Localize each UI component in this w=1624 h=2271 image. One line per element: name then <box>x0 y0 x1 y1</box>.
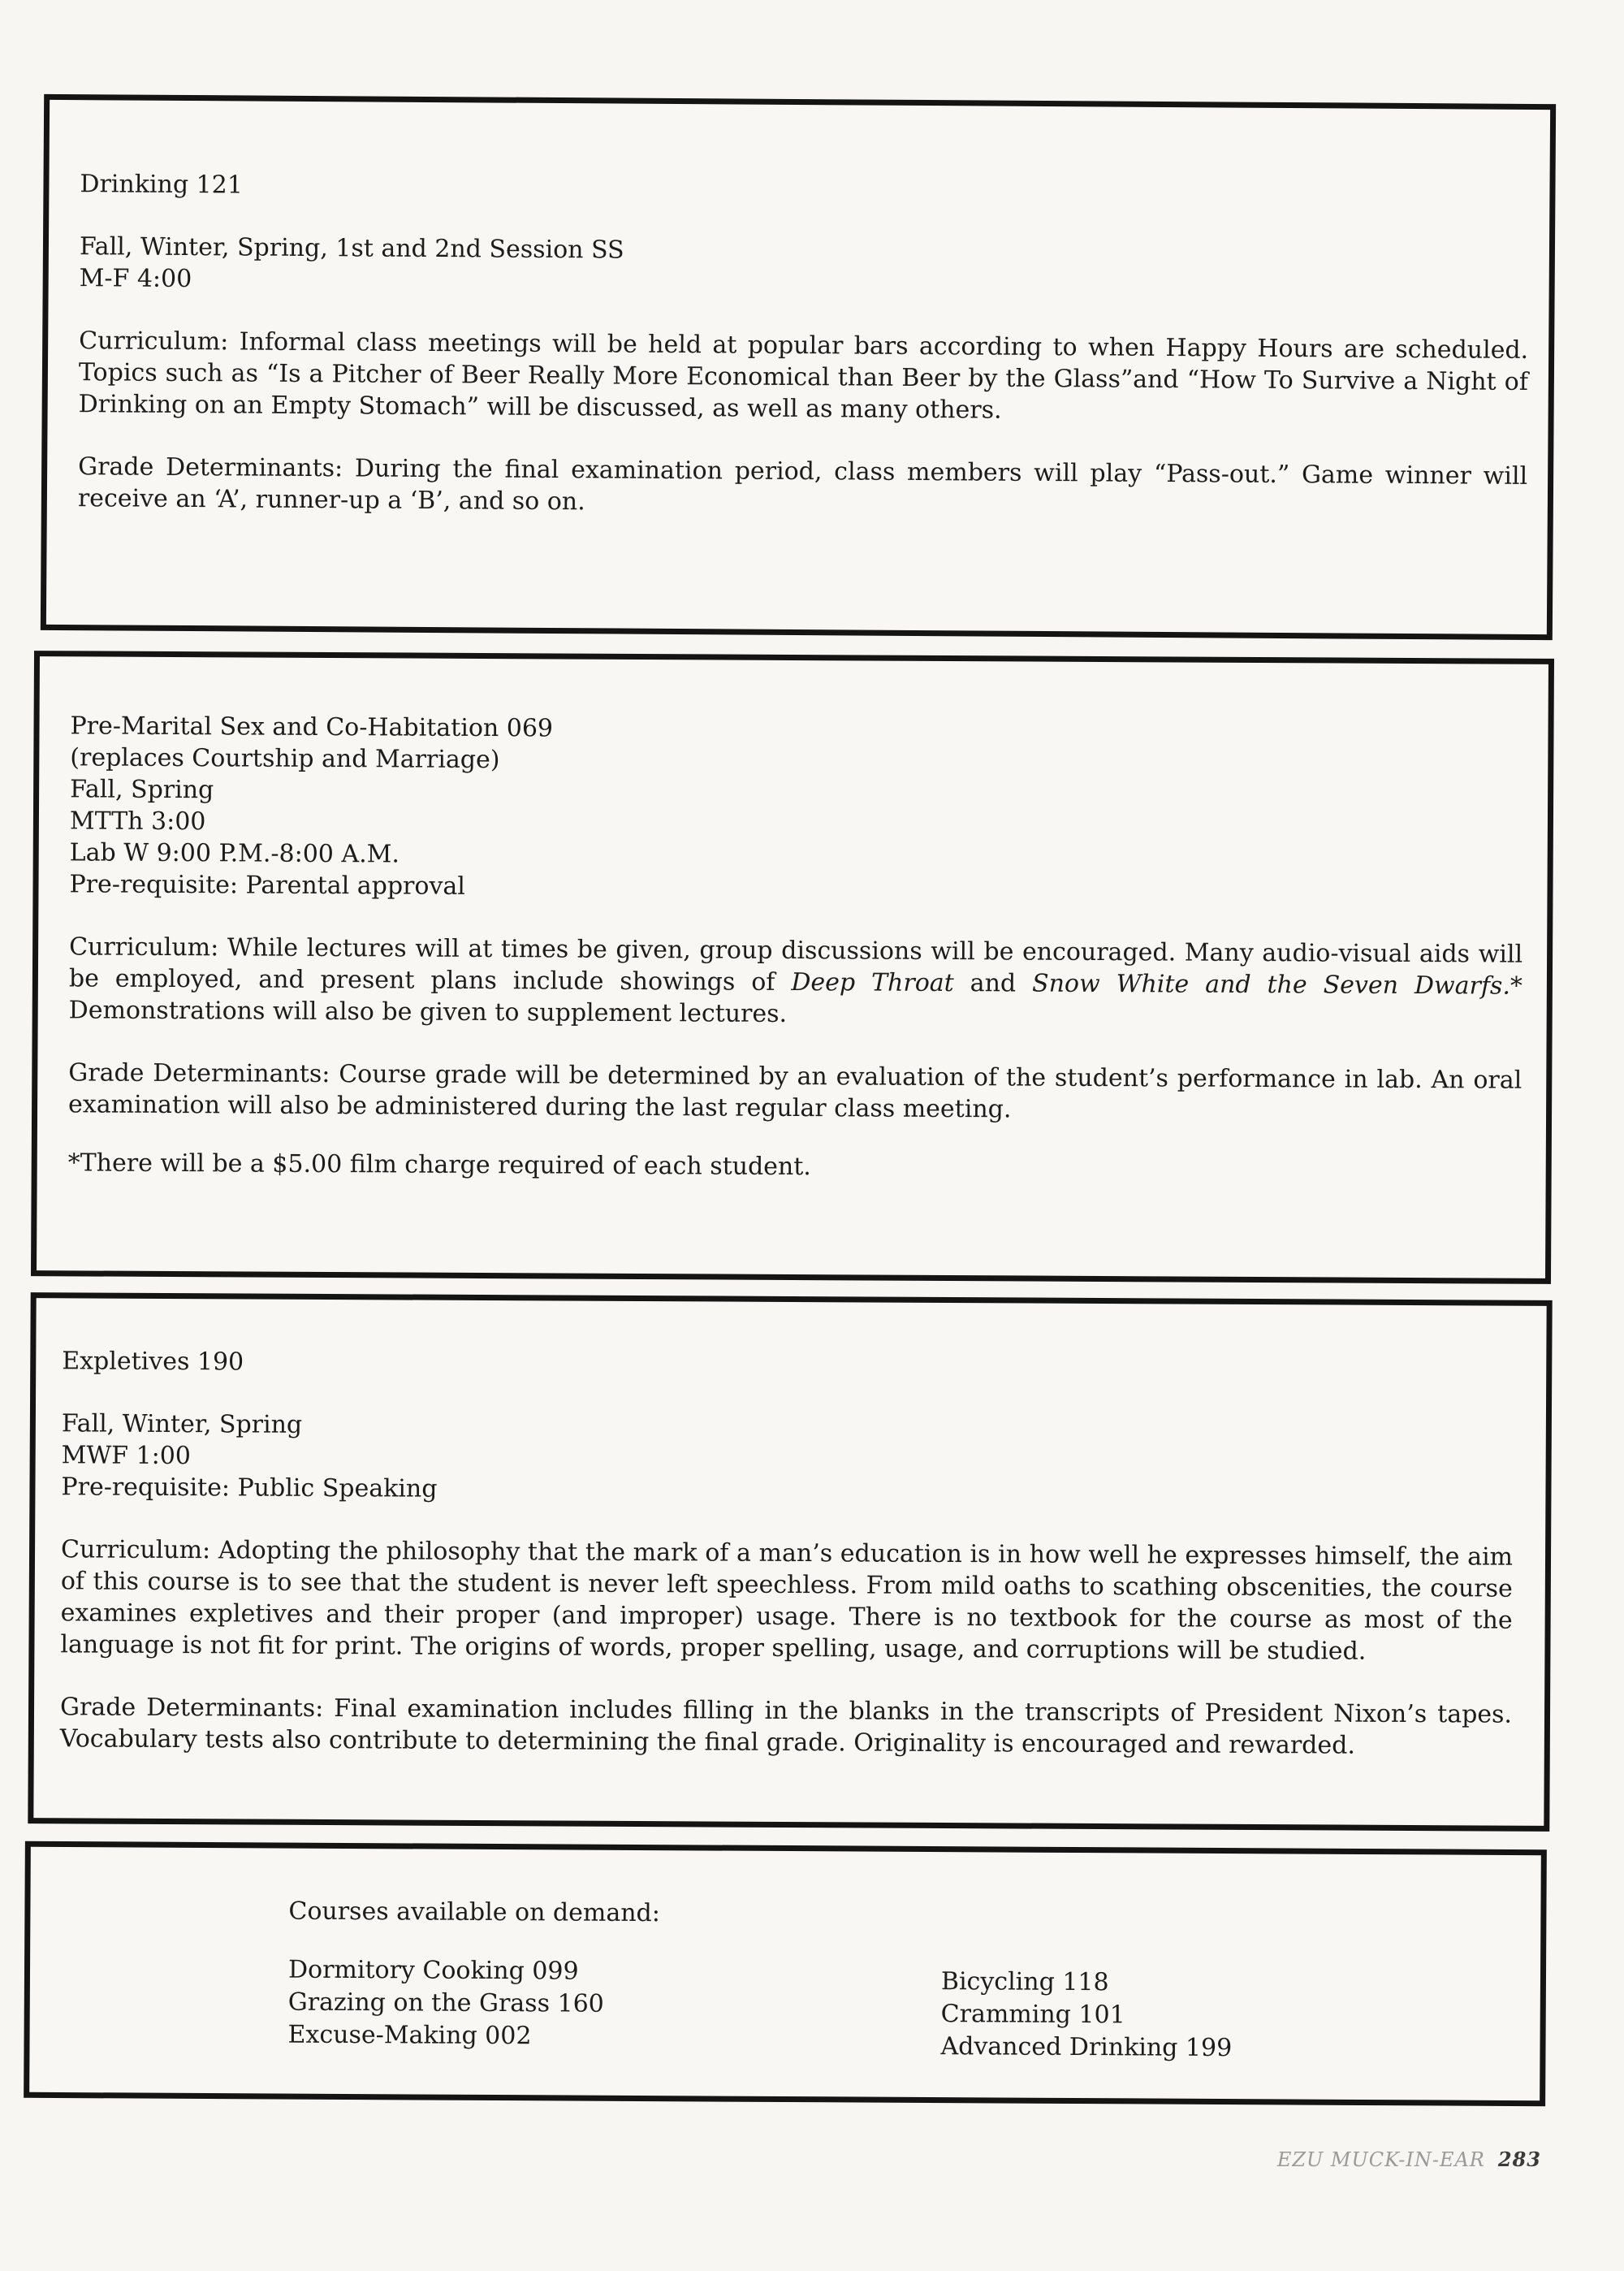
course-detail-line: (replaces Courtship and Marriage) <box>70 743 500 775</box>
on-demand-course: Grazing on the Grass 160 <box>287 1988 604 2018</box>
on-demand-course: Cramming 101 <box>940 2000 1125 2030</box>
course-grade-determinants: Grade Determinants: Course grade will be determined by an evaluation of the student’s performance in lab. An oral examination will also be administered during the last regular class meeting. <box>68 1058 1522 1124</box>
film-title: Deep Throat <box>791 967 954 998</box>
on-demand-course: Bicycling 118 <box>940 1967 1109 1997</box>
curriculum-text: * Demonstrations will also be given to supplement lectures. <box>68 971 1522 1028</box>
publication-name: EZU MUCK-IN-EAR <box>1276 2148 1485 2171</box>
course-schedule-line: Fall, Winter, Spring, 1st and 2nd Session SS <box>79 232 624 265</box>
page-number: 283 <box>1497 2148 1541 2171</box>
course-content <box>68 710 1524 1186</box>
course-detail-line: MWF 1:00 <box>61 1441 192 1471</box>
course-detail-line: Pre-requisite: Parental approval <box>69 870 466 901</box>
course-content <box>78 168 1530 524</box>
course-curriculum: Curriculum: Adopting the philosophy that the mark of a man’s education is in how well he expresses himself, the aim of this course is to see that the student is never left speechless. From mild oaths to scathing obscenities, the course examines expletives and their proper (and improper) usage. There is no textbook for the course as most of the language is not fit for print. The origins of words, proper spelling, usage, and corruptions will be studied. <box>60 1535 1514 1666</box>
course-detail-line: Fall, Winter, Spring <box>61 1409 303 1439</box>
on-demand-course: Advanced Drinking 199 <box>940 2032 1233 2063</box>
on-demand-course: Dormitory Cooking 099 <box>287 1955 579 1986</box>
on-demand-right-list <box>940 1966 1232 2065</box>
course-grade-determinants: Grade Determinants: During the final examination period, class members will play “Pass-out.” Game winner will receive an ‘A’, runner-up a ‘B’, and so on. <box>77 452 1528 517</box>
course-schedule-line: M-F 4:00 <box>79 264 192 294</box>
course-detail-line: MTTh 3:00 <box>69 807 206 837</box>
course-detail-line: Pre-requisite: Public Speaking <box>61 1473 438 1503</box>
on-demand-left-list <box>287 1954 604 2053</box>
course-footnote: *There will be a $5.00 film charge required of each student. <box>67 1148 811 1182</box>
course-detail-line: Fall, Spring <box>70 775 214 805</box>
course-detail-line: Lab W 9:00 P.M.-8:00 A.M. <box>69 838 400 869</box>
course-curriculum <box>69 931 1523 1033</box>
on-demand-course: Excuse-Making 002 <box>287 2020 532 2051</box>
course-box-expletives <box>28 1292 1552 1832</box>
course-box-drinking <box>41 94 1556 640</box>
course-content <box>60 1345 1514 1762</box>
course-title: Drinking 121 <box>80 170 243 200</box>
course-grade-determinants: Grade Determinants: Final examination includes filling in the blanks in the transcripts of President Nixon’s tapes. Vocabulary tests also contribute to determining the final grade. Originality is encouraged and rewarded. <box>59 1693 1513 1760</box>
on-demand-box <box>24 1841 1547 2106</box>
film-title: Snow White and the Seven Dwarfs. <box>1032 969 1510 1001</box>
course-box-premarital <box>31 651 1554 1284</box>
course-curriculum: Curriculum: Informal class meetings will be held at popular bars according to when Happy Hours are scheduled. Topics such as “Is a Pitcher of Beer Really More Economical than Beer by the Glass”and “How To Survive a Night of Drinking on an Empty Stomach” will be discussed, as well as many others. <box>78 327 1529 425</box>
course-title: Pre-Marital Sex and Co-Habitation 069 <box>70 712 554 743</box>
page-footer <box>1277 2148 1541 2171</box>
curriculum-text: and <box>953 969 1033 998</box>
curriculum-text: Curriculum: While lectures will at times be given, group discussions will be encouraged. Many audio-visual aids will be employed, and present plans include showings of <box>68 932 1523 997</box>
on-demand-title: Courses available on demand: <box>288 1897 661 1928</box>
course-title: Expletives 190 <box>62 1347 244 1377</box>
